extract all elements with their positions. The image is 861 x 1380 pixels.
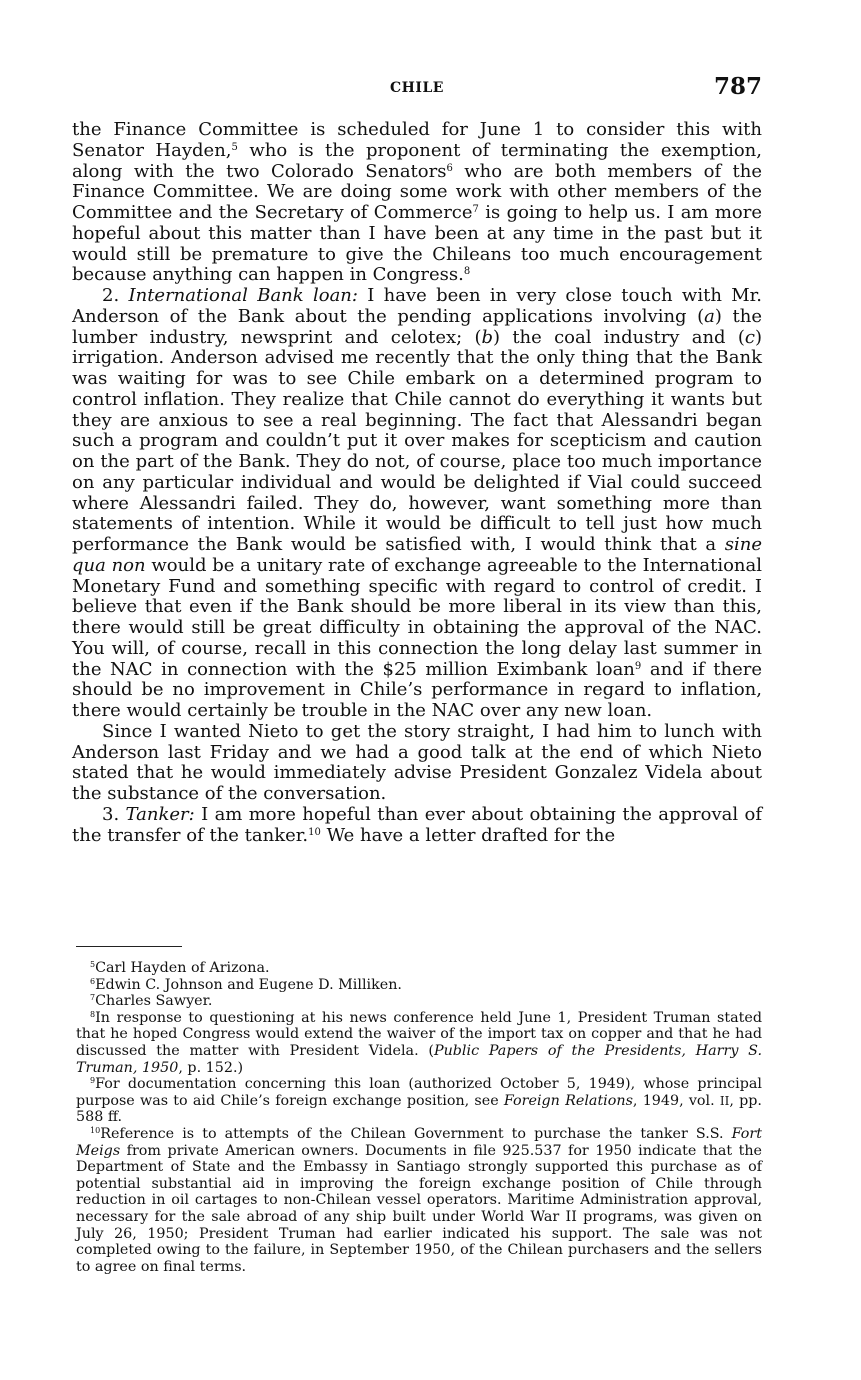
footnote-marker: 8 [90,1009,96,1019]
footnote-ref-10: 10 [308,826,321,838]
footnote-text: Carl Hayden of Arizona. [95,960,270,976]
section-heading-bank-loan: International Bank loan: [128,285,358,306]
latin-phrase: sine qua non [72,534,762,576]
text-run: the Finance Committee is scheduled for June 1 to consider this with Senator Hayden, [72,119,762,161]
footnote-marker: 9 [90,1076,96,1086]
paragraph-bank-loan [72,286,762,722]
main-text [72,120,762,846]
footnote-text: , pp. 588 ff. [76,1092,762,1126]
paragraph-tanker [72,805,762,847]
footnote-marker: 7 [90,993,96,1003]
footnote-text: , 1949, vol. [632,1092,720,1109]
text-run: who are both members of the Finance Committee. We are doing some work with other members of the Committee and the Secretary of Commerce [72,160,762,223]
text-run: ) the coal industry and ( [493,326,745,348]
footnote-ref-9: 9 [634,660,642,672]
item-number: 2. [102,285,129,306]
footnote-ref-6: 6 [446,162,453,174]
footnote-marker: 6 [90,976,96,986]
footnote-6 [76,977,762,994]
footnote-text: from private American owners. Documents in file 925.537 for 1950 indicate that the Department of State and the Embassy in Santiago strongly supported this purchase as of potential substantial aid in improving the foreign exchange position of Chile through reduction in oil cartages to non-Chilean vessel operators. Maritime Administration approval, necessary for the sale abroad of any ship built under World War II programs, was given on July 26, 1950; President Truman had earlier indicated his support. The sale was not completed owing to the failure, in September 1950, of the Chilean purchasers and the sellers to agree on final terms. [76,1142,762,1275]
item-number: 3. [102,803,126,825]
page-header [72,73,762,104]
footnote-text: Charles Sawyer. [95,993,213,1010]
footnote-5 [76,960,762,977]
footnote-marker: 10 [90,1125,101,1135]
footnote-text: For documentation concerning this loan (authorized October 5, 1949), whose principal purpose was to aid Chile’s foreign exchange position, see [76,1076,762,1109]
footnote-9 [76,1076,762,1126]
text-run: ) the lumber industry, newsprint and celotex; ( [72,305,762,348]
text-run: I have been in very close touch with Mr. Anderson of the Bank about the pending applications involving ( [72,285,762,327]
footnote-7 [76,993,762,1010]
footnote-text: , p. 152.) [178,1059,244,1076]
citation-title: Foreign Relations [503,1092,633,1109]
paragraph-nieto-lunch: Since I wanted Nieto to get the story straight, I had him to lunch with Anderson last Friday and we had a good talk at the end of which Nieto stated that he would immediately advise President Gonzalez Videla about the substance of the conversation. [72,720,762,804]
text-run: We have a letter drafted for the [320,824,616,846]
citation-title: Public Papers of the Presidents, Harry S. Truman, 1950 [76,1042,762,1076]
section-heading-tanker: Tanker: [125,803,195,825]
footnote-ref-8: 8 [463,266,471,278]
footnote-text: In response to questioning at his news conference held June 1, President Truman stated that he hoped Congress would extend the waiver of the import tax on copper and that he had discussed the matter with President Videla. ( [76,1009,762,1059]
footnote-marker: 5 [90,960,96,969]
enum-b: b [481,326,494,348]
paragraph-finance-committee [72,120,762,286]
enum-c: c [744,326,755,348]
text-run: is going to help us. I am more hopeful about this matter than I have been at any time in the past but it would still be premature to give the Chileans too much encouragement because anything can happen in Congress. [72,202,762,286]
footnote-text: Reference is to attempts of the Chilean Government to purchase the tanker S.S. [100,1125,732,1142]
text-run: ) irrigation. Anderson advised me recently that the only thing that the Bank was waiting for was to see Chile embark on a determined program to control inflation. They realize that Chile cannot do everything it wants but they are anxious to see a real beginning. The fact that Alessandri began such a program and couldn’t put it over makes for scepticism and caution on the part of the Bank. They do not, of course, place too much importance on any particular individual and would be delighted if Vial could succeed where Alessandri failed. They do, however, want something more than statements of intention. While it would be difficult to tell just how much performance the Bank would be satisfied with, I would think that a [72,326,763,555]
text-run: who is the proponent of terminating the exemption, along with the two Colorado Senators [72,139,763,182]
ship-name: Fort Meigs [76,1125,762,1159]
footnote-text: Edwin C. Johnson and Eugene D. Milliken. [95,976,402,993]
page-number: 787 [713,73,762,100]
text-run: I am more hopeful than ever about obtaining the approval of the transfer of the tanker. [72,803,762,846]
footnote-10 [76,1126,762,1275]
footnote-ref-7: 7 [472,204,479,215]
enum-a: a [704,305,715,327]
footnote-ref-5: 5 [231,141,238,153]
running-head: CHILE [390,80,444,96]
text-run: and if there should be no improvement in Chile’s performance in regard to inflation, there would certainly be trouble in the NAC over any new loan. [72,658,762,721]
footnotes [76,960,762,1275]
footnote-8 [76,1010,762,1076]
volume-number: II [719,1093,730,1108]
footnote-divider [76,946,182,947]
text-run: would be a unitary rate of exchange agreeable to the International Monetary Fund and something specific with regard to control of credit. I believe that even if the Bank should be more liberal in its view than this, there would still be great difficulty in obtaining the approval of the NAC. You will, of course, recall in this connection the long delay last summer in the NAC in connection with the $25 million Eximbank loan [72,554,763,680]
